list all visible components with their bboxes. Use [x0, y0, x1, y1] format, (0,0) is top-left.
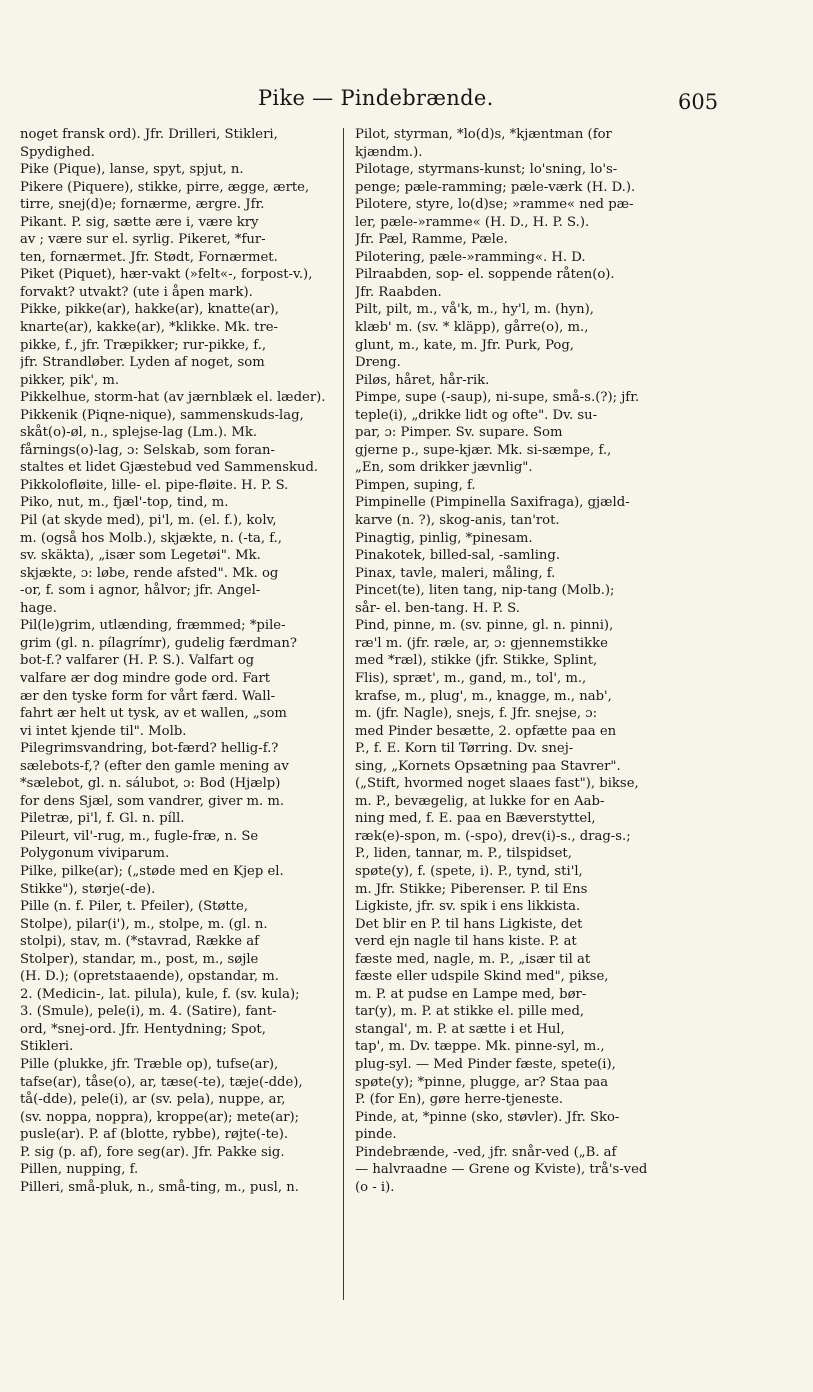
dictionary-line: Pikant. P. sig, sætte ære i, være kry	[20, 214, 259, 230]
dictionary-line: Pille (plukke, jfr. Træble op), tufse(ar),	[20, 1056, 279, 1072]
dictionary-line: Pimpen, suping, f.	[355, 477, 476, 493]
dictionary-line: fæste med, nagle, m. P., „især til at	[355, 951, 591, 967]
dictionary-line: pinde.	[355, 1127, 397, 1143]
dictionary-line: Pilotage, styrmans-kunst; lo'sning, lo's-	[355, 162, 618, 178]
dictionary-line: fahrt ær helt ut tysk, av et wallen, „som	[20, 706, 287, 722]
dictionary-line: 3. (Smule), pele(i), m. 4. (Satire), fant-	[20, 1004, 277, 1020]
dictionary-line: Pimpe, supe (-saup), ni-supe, små-s.(?); jfr.	[355, 390, 640, 406]
dictionary-line: tap', m. Dv. tæppe. Mk. pinne-syl, m.,	[355, 1039, 605, 1055]
dictionary-line: Pil(le)grim, utlænding, fræmmed; *pile-	[20, 618, 286, 634]
dictionary-line: Pikkolofløite, lille- el. pipe-fløite. H. P. S.	[20, 477, 289, 493]
dictionary-line: hage.	[20, 600, 57, 616]
dictionary-line: *sælebot, gl. n. sálubot, ɔ: Bod (Hjælp)	[20, 776, 281, 792]
dictionary-line: Pinde, at, *pinne (sko, støvler). Jfr. Sko-	[355, 1109, 620, 1125]
dictionary-line: pusle(ar). P. af (blotte, rybbe), røjte(-te).	[20, 1127, 289, 1143]
dictionary-line: Pikkelhue, storm-hat (av jærnblæk el. læder).	[20, 390, 326, 406]
dictionary-line: pikker, pik', m.	[20, 372, 120, 388]
dictionary-line: skåt(o)-øl, n., splejse-lag (Lm.). Mk.	[20, 425, 258, 441]
dictionary-line: Stikke"), størje(-de).	[20, 881, 156, 897]
dictionary-line: knarte(ar), kakke(ar), *klikke. Mk. tre-	[20, 320, 279, 336]
dictionary-line: Pilraabden, sop- el. soppende råten(o).	[355, 267, 615, 283]
dictionary-line: fårnings(o)-lag, ɔ: Selskab, som foran-	[20, 442, 275, 458]
dictionary-line: sælebots-f,? (efter den gamle mening av	[20, 758, 289, 774]
dictionary-line: Pinax, tavle, maleri, måling, f.	[355, 565, 556, 581]
dictionary-line: sår- el. ben-tang. H. P. S.	[355, 600, 520, 616]
dictionary-line: P., f. E. Korn til Tørring. Dv. snej-	[355, 741, 574, 757]
dictionary-line: teple(i), „drikke lidt og ofte". Dv. su-	[355, 407, 598, 423]
dictionary-line: Piletræ, pi'l, f. Gl. n. píll.	[20, 811, 185, 827]
dictionary-line: m. Jfr. Stikke; Piberenser. P. til Ens	[355, 881, 588, 897]
dictionary-line: „En, som drikker jævnlig".	[355, 460, 533, 476]
dictionary-line: Pilot, styrman, *lo(d)s, *kjæntman (for	[355, 127, 612, 142]
dictionary-line: 2. (Medicin-, lat. pilula), kule, f. (sv. kula);	[20, 986, 300, 1002]
dictionary-line: — halvraadne — Grene og Kviste), trå's-ved	[355, 1162, 648, 1178]
dictionary-line: Flis), spræt', m., gand, m., tol', m.,	[355, 670, 587, 686]
dictionary-line: Pil (at skyde med), pi'l, m. (el. f.), kolv,	[20, 513, 277, 529]
dictionary-line: Piket (Piquet), hær-vakt (»felt«-, forpost-v.),	[20, 267, 313, 283]
dictionary-line: m. P. at pudse en Lampe med, bør-	[355, 986, 587, 1002]
dictionary-line: ler, pæle-»ramme« (H. D., H. P. S.).	[355, 214, 590, 230]
dictionary-line: P., liden, tannar, m. P., tilspidset,	[355, 846, 572, 862]
dictionary-line: ær den tyske form for vårt færd. Wall-	[20, 688, 276, 704]
dictionary-line: vi intet kjende til". Molb.	[20, 723, 187, 739]
dictionary-line: plug-syl. — Med Pinder fæste, spete(i),	[355, 1056, 616, 1072]
dictionary-line: ræk(e)-spon, m. (-spo), drev(i)-s., drag-s.;	[355, 828, 631, 844]
dictionary-line: med *ræl), stikke (jfr. Stikke, Splint,	[355, 653, 598, 669]
dictionary-line: tafse(ar), tåse(o), ar, tæse(-te), tæje(-dde),	[20, 1074, 303, 1090]
dictionary-line: Pikke, pikke(ar), hakke(ar), knatte(ar),	[20, 302, 279, 318]
dictionary-line: krafse, m., plug', m., knagge, m., nab',	[355, 688, 612, 704]
dictionary-line: tå(-dde), pele(i), ar (sv. pela), nuppe, ar,	[20, 1092, 286, 1108]
dictionary-line: Pike (Pique), lanse, spyt, spjut, n.	[20, 162, 244, 178]
dictionary-line: Pilotering, pæle-»ramming«. H. D.	[355, 249, 586, 265]
dictionary-line: Ligkiste, jfr. sv. spik i ens likkista.	[355, 899, 581, 915]
dictionary-line: Pimpinelle (Pimpinella Saxifraga), gjæld-	[355, 495, 630, 511]
dictionary-line: av ; være sur el. syrlig. Pikeret, *fur-	[20, 232, 266, 248]
dictionary-line: ten, fornærmet. Jfr. Stødt, Fornærmet.	[20, 249, 278, 265]
dictionary-line: tirre, snej(d)e; fornærme, ærgre. Jfr.	[20, 197, 265, 213]
dictionary-line: ord, *snej-ord. Jfr. Hentydning; Spot,	[20, 1021, 266, 1037]
dictionary-line: verd ejn nagle til hans kiste. P. at	[355, 934, 577, 950]
dictionary-line: skjækte, ɔ: løbe, rende afsted". Mk. og	[20, 565, 279, 581]
dictionary-line: stolpi), stav, m. (*stavrad, Række af	[20, 934, 259, 950]
page-number: 605	[678, 90, 719, 114]
dictionary-line: par, ɔ: Pimper. Sv. supare. Som	[355, 425, 563, 441]
dictionary-line: bot-f.? valfarer (H. P. S.). Valfart og	[20, 653, 255, 669]
dictionary-line: (H. D.); (opretstaaende), opstandar, m.	[20, 969, 279, 985]
dictionary-line: med Pinder besætte, 2. opfætte paa en	[355, 723, 617, 739]
dictionary-line: stangal', m. P. at sætte i et Hul,	[355, 1021, 565, 1037]
dictionary-line: sv. skäkta), „især som Legetøi". Mk.	[20, 548, 261, 564]
dictionary-line: Dreng.	[355, 355, 401, 371]
dictionary-line: Piløs, håret, hår-rik.	[355, 372, 490, 388]
dictionary-line: Pincet(te), liten tang, nip-tang (Molb.);	[355, 583, 615, 599]
dictionary-line: Jfr. Raabden.	[355, 284, 442, 300]
dictionary-line: P. sig (p. af), fore seg(ar). Jfr. Pakke sig.	[20, 1144, 285, 1160]
dictionary-line: m. (også hos Molb.), skjækte, n. (-ta, f.,	[20, 530, 282, 546]
dictionary-line: jfr. Strandløber. Lyden af noget, som	[20, 355, 265, 371]
dictionary-line: Spydighed.	[20, 144, 95, 160]
dictionary-line: grim (gl. n. pílagrímr), gudelig færdman?	[20, 635, 297, 651]
dictionary-line: (sv. noppa, noppra), kroppe(ar); mete(ar);	[20, 1109, 300, 1125]
dictionary-line: Pikere (Piquere), stikke, pirre, ægge, ærte,	[20, 179, 310, 195]
dictionary-line: Det blir en P. til hans Ligkiste, det	[355, 916, 583, 932]
dictionary-line: staltes et lidet Gjæstebud ved Sammenskud.	[20, 460, 319, 476]
dictionary-line: Pinagtig, pinlig, *pinesam.	[355, 530, 533, 546]
dictionary-line: ræ'l m. (jfr. ræle, ar, ɔ: gjennemstikke	[355, 635, 608, 651]
dictionary-line: Stolper), standar, m., post, m., søjle	[20, 951, 259, 967]
dictionary-line: sing, „Kornets Opsætning paa Stavrer".	[355, 758, 621, 774]
dictionary-line: Pileurt, vil'-rug, m., fugle-fræ, n. Se	[20, 828, 259, 844]
dictionary-line: Pilt, pilt, m., vå'k, m., hy'l, m. (hyn),	[355, 302, 595, 318]
dictionary-line: Pinakotek, billed-sal, -samling.	[355, 548, 561, 564]
dictionary-line: -or, f. som i agnor, hålvor; jfr. Angel-	[20, 583, 261, 599]
dictionary-line: Polygonum viviparum.	[20, 846, 170, 862]
dictionary-line: karve (n. ?), skog-anis, tan'rot.	[355, 513, 560, 529]
dictionary-line: glunt, m., kate, m. Jfr. Purk, Pog,	[355, 337, 575, 353]
dictionary-line: ning med, f. E. paa en Bæverstyttel,	[355, 811, 596, 827]
dictionary-line: noget fransk ord). Jfr. Drilleri, Stikleri,	[20, 127, 278, 142]
dictionary-line: Pille (n. f. Piler, t. Pfeiler), (Støtte,	[20, 899, 249, 915]
dictionary-line: Jfr. Pæl, Ramme, Pæle.	[355, 232, 508, 248]
dictionary-line: spøte(y), f. (spete, i). P., tynd, sti'l,	[355, 863, 583, 879]
dictionary-line: Pindebrænde, -ved, jfr. snår-ved („B. af	[355, 1144, 617, 1160]
dictionary-line: Pikkenik (Piqne-nique), sammenskuds-lag,	[20, 407, 304, 423]
dictionary-line: Stolpe), pilar(i'), m., stolpe, m. (gl. n.	[20, 916, 268, 932]
dictionary-line: Pilleri, små-pluk, n., små-ting, m., pusl, n.	[20, 1179, 299, 1195]
dictionary-line: Pilke, pilke(ar); („støde med en Kjep el.	[20, 863, 284, 879]
left-column	[20, 126, 338, 1196]
dictionary-line: Stikleri.	[20, 1039, 74, 1055]
right-column	[355, 126, 733, 1196]
dictionary-line: (o - i).	[355, 1179, 395, 1195]
dictionary-line: P. (for En), gøre herre-tjeneste.	[355, 1092, 564, 1108]
dictionary-line: klæb' m. (sv. * kläpp), gårre(o), m.,	[355, 320, 589, 336]
dictionary-line: fæste eller udspile Skind med", pikse,	[355, 969, 609, 985]
dictionary-line: Pind, pinne, m. (sv. pinne, gl. n. pinni),	[355, 618, 614, 634]
dictionary-line: m. P., bevægelig, at lukke for en Aab-	[355, 793, 605, 809]
dictionary-line: tar(y), m. P. at stikke el. pille med,	[355, 1004, 585, 1020]
dictionary-line: Piko, nut, m., fjæl'-top, tind, m.	[20, 495, 229, 511]
dictionary-line: valfare ær dog mindre gode ord. Fart	[20, 670, 271, 686]
dictionary-line: pikke, f., jfr. Træpikker; rur-pikke, f.,	[20, 337, 267, 353]
dictionary-line: penge; pæle-ramming; pæle-værk (H. D.).	[355, 179, 636, 195]
dictionary-line: for dens Sjæl, som vandrer, giver m. m.	[20, 793, 285, 809]
dictionary-line: spøte(y); *pinne, plugge, ar? Staa paa	[355, 1074, 609, 1090]
dictionary-line: („Stift, hvormed noget slaaes fast"), bikse,	[355, 776, 639, 792]
dictionary-line: m. (jfr. Nagle), snejs, f. Jfr. snejse, ɔ:	[355, 706, 598, 722]
dictionary-line: kjændm.).	[355, 144, 423, 160]
column-divider	[343, 128, 344, 1300]
dictionary-line: gjerne p., supe-kjær. Mk. si-sæmpe, f.,	[355, 442, 612, 458]
dictionary-line: Pilegrimsvandring, bot-færd? hellig-f.?	[20, 741, 279, 757]
dictionary-line: forvakt? utvakt? (ute i åpen mark).	[20, 284, 253, 300]
dictionary-line: Pilotere, styre, lo(d)se; »ramme« ned pæ-	[355, 197, 634, 213]
running-head: Pike — Pindebrænde.	[258, 86, 494, 110]
dictionary-line: Pillen, nupping, f.	[20, 1162, 139, 1178]
